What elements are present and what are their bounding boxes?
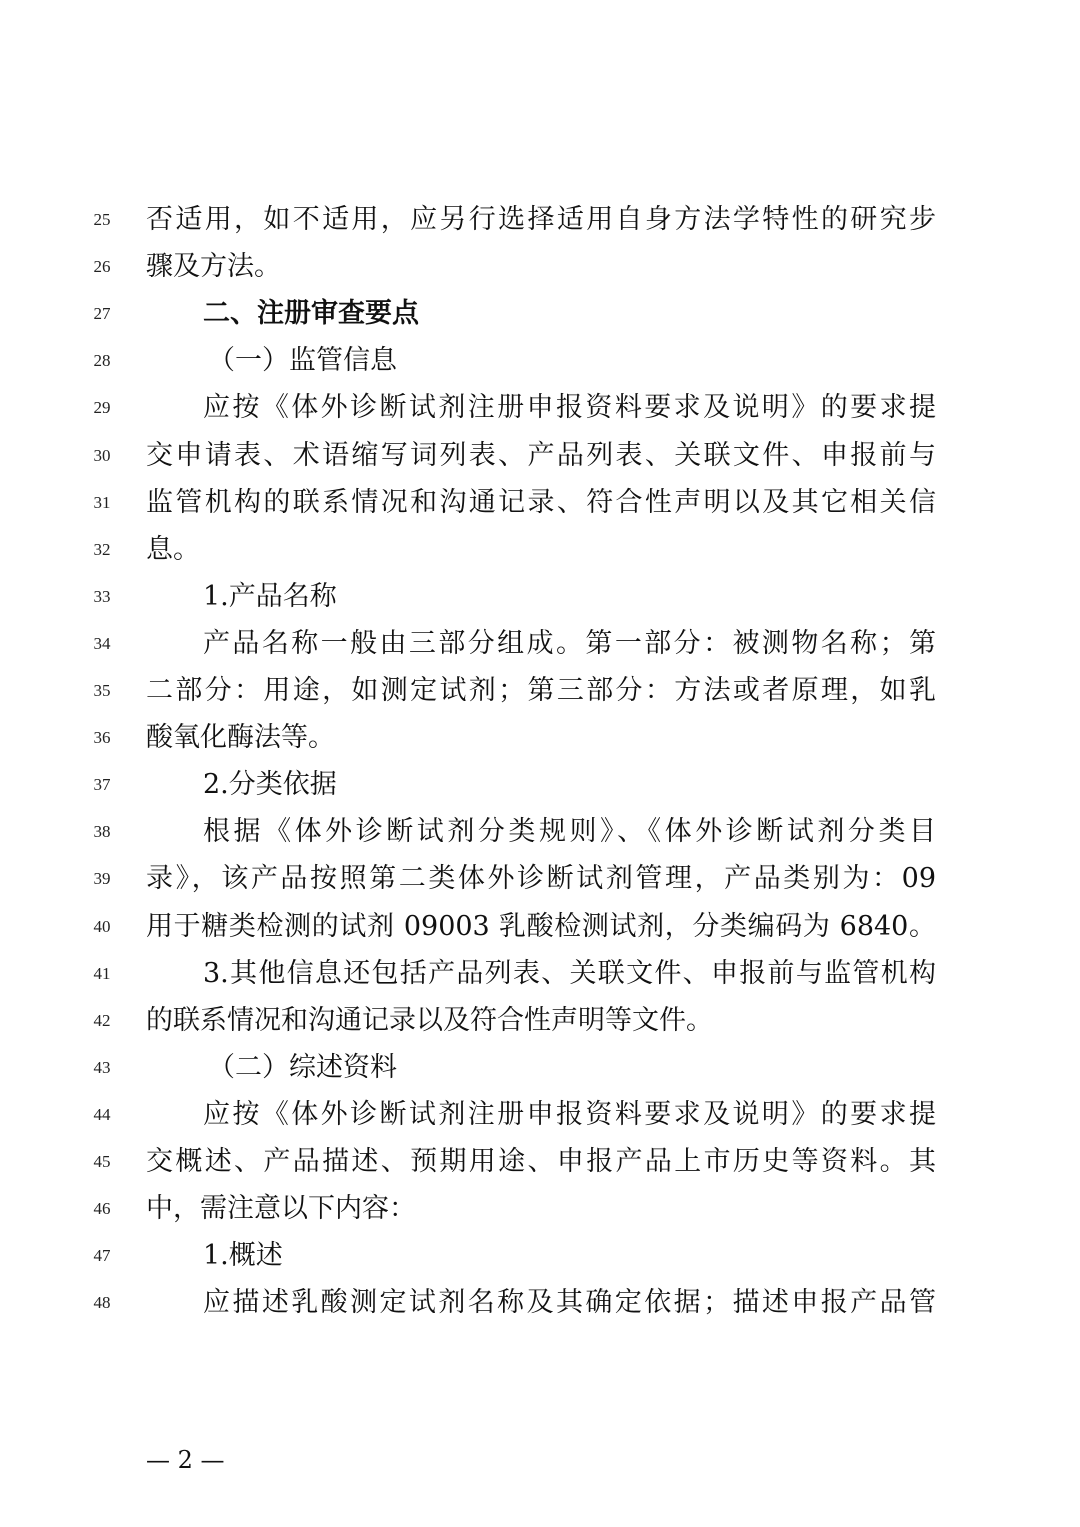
section-heading: 二、注册审查要点	[203, 298, 419, 330]
line-text: 交概述、产品描述、预期用途、申报产品上市历史等资料。其	[146, 1146, 936, 1177]
text-line	[0, 1279, 1080, 1326]
line-text: 的联系情况和沟通记录以及符合性声明等文件。	[146, 1004, 713, 1036]
line-number: 34	[93, 633, 111, 653]
text-line	[0, 620, 1080, 667]
line-number: 26	[93, 257, 111, 277]
line-text: 酸氧化酶法等。	[146, 722, 335, 754]
text-line	[0, 479, 1080, 526]
line-text: 根据《体外诊断试剂分类规则》、《体外诊断试剂分类目	[203, 816, 936, 848]
text-line	[0, 337, 1080, 384]
page-number: — 2 —	[146, 1446, 225, 1474]
line-number: 33	[93, 586, 111, 606]
text-line	[0, 714, 1080, 761]
text-line	[0, 808, 1080, 855]
line-number: 44	[93, 1104, 111, 1124]
line-number: 45	[93, 1152, 111, 1171]
line-number: 29	[93, 398, 111, 418]
text-line	[0, 1044, 1080, 1091]
line-number: 46	[93, 1199, 111, 1219]
line-text: 交申请表、术语缩写词列表、产品列表、关联文件、申报前与	[146, 439, 936, 471]
text-line	[0, 290, 1080, 337]
line-text: 骤及方法。	[146, 251, 281, 283]
line-number: 31	[93, 492, 111, 512]
line-number: 36	[93, 728, 111, 748]
line-text: 应按《体外诊断试剂注册申报资料要求及说明》的要求提	[203, 1098, 936, 1130]
line-number: 41	[93, 963, 111, 983]
line-text: （二）综述资料	[208, 1051, 397, 1083]
line-number: 28	[93, 351, 111, 371]
line-number: 43	[93, 1057, 111, 1077]
text-line	[0, 950, 1080, 997]
line-number: 42	[93, 1010, 111, 1030]
line-number: 27	[93, 304, 111, 324]
text-line	[0, 1138, 1080, 1185]
line-number: 37	[93, 775, 111, 795]
line-number: 32	[93, 539, 111, 559]
text-line	[0, 1185, 1080, 1232]
line-text: 3.其他信息还包括产品列表、关联文件、申报前与监管机构	[203, 957, 936, 989]
line-number: 25	[93, 210, 111, 229]
line-text: 中，需注意以下内容：	[146, 1193, 416, 1225]
line-number: 40	[93, 916, 111, 936]
text-line	[0, 1091, 1080, 1138]
line-text: 应描述乳酸测定试剂名称及其确定依据；描述申报产品管	[203, 1287, 936, 1319]
line-text: 1.产品名称	[203, 580, 337, 612]
line-text: 否适用，如不适用，应另行选择适用自身方法学特性的研究步	[146, 204, 936, 235]
line-text: 2.分类依据	[203, 769, 337, 801]
line-text: 用于糖类检测的试剂 09003 乳酸检测试剂，分类编码为 6840。	[146, 910, 936, 942]
text-line	[0, 855, 1080, 902]
line-text: 二部分：用途，如测定试剂；第三部分：方法或者原理，如乳	[146, 675, 936, 706]
text-line	[0, 384, 1080, 431]
line-text: 产品名称一般由三部分组成。第一部分：被测物名称；第	[203, 627, 936, 659]
line-text: 监管机构的联系情况和沟通记录、符合性声明以及其它相关信	[146, 486, 936, 518]
line-text: 应按《体外诊断试剂注册申报资料要求及说明》的要求提	[203, 392, 936, 424]
text-line	[0, 526, 1080, 573]
text-line	[0, 243, 1080, 290]
text-line	[0, 432, 1080, 479]
text-line	[0, 997, 1080, 1044]
line-number: 48	[93, 1293, 111, 1313]
text-line	[0, 761, 1080, 808]
line-number: 39	[93, 869, 111, 889]
line-number: 30	[93, 445, 111, 465]
text-line	[0, 1232, 1080, 1279]
line-text: 录》，该产品按照第二类体外诊断试剂管理，产品类别为：09	[146, 863, 936, 895]
line-text: （一）监管信息	[208, 345, 397, 377]
text-line	[0, 196, 1080, 243]
text-line	[0, 903, 1080, 950]
text-line	[0, 573, 1080, 620]
line-text: 息。	[146, 533, 200, 565]
text-line	[0, 667, 1080, 714]
line-number: 47	[93, 1246, 111, 1266]
line-number: 35	[93, 681, 111, 700]
line-number: 38	[93, 822, 111, 842]
line-text: 1.概述	[203, 1240, 283, 1272]
